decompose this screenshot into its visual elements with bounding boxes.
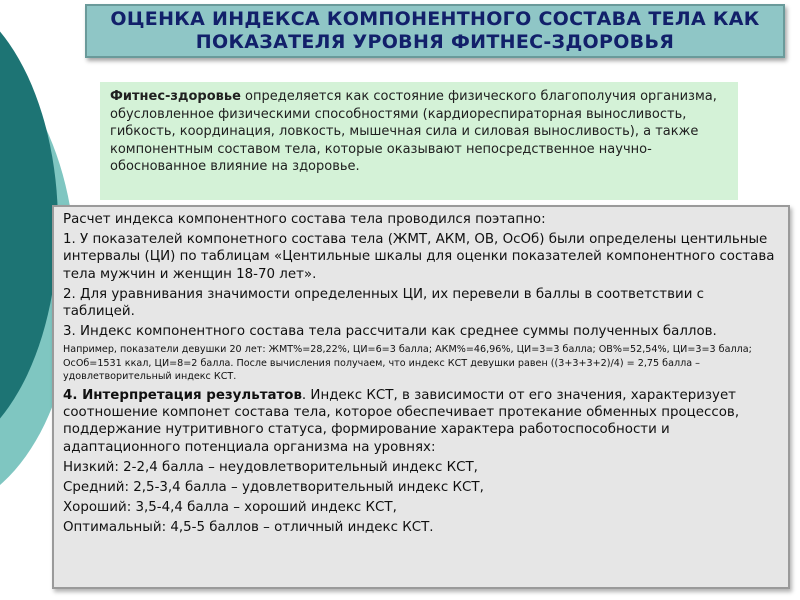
intro-text: Расчет индекса компонентного состава тела проводился поэтапно: bbox=[63, 212, 546, 227]
level-good: Хороший: 3,5-4,4 балла – хороший индекс КСТ, bbox=[63, 500, 397, 516]
step-3: 3. Индекс компонентного состава тела рассчитали как среднее суммы полученных баллов. bbox=[63, 324, 717, 340]
level-medium: Средний: 2,5-3,4 балла – удовлетворительный индекс КСТ, bbox=[63, 479, 484, 495]
definition-box bbox=[100, 82, 738, 200]
method-box bbox=[52, 205, 790, 589]
step-4 bbox=[63, 387, 778, 456]
level-optimal: Оптимальный: 4,5-5 баллов – отличный индекс КСТ. bbox=[63, 520, 434, 536]
definition-term: Фитнес-здоровье bbox=[110, 89, 241, 104]
title-line-1: ОЦЕНКА ИНДЕКСА КОМПОНЕНТНОГО СОСТАВА ТЕЛА КАК bbox=[110, 8, 760, 30]
step-4-title: 4. Интерпретация результатов bbox=[63, 387, 302, 403]
step-2: 2. Для уравнивания значимости определенных ЦИ, их перевели в баллы в соответствии с таблицей. bbox=[63, 286, 705, 320]
step-1: 1. У показателей компонетного состава тела (ЖМТ, АКМ, ОВ, ОсОб) были определены центильные интервалы (ЦИ) по таблицам «Центильные шкалы для оценки показателей компонентного состава тела мужчин и женщин 18-70 лет». bbox=[63, 232, 775, 282]
title-line-2: ПОКАЗАТЕЛЯ УРОВНЯ ФИТНЕС-ЗДОРОВЬЯ bbox=[195, 31, 675, 53]
title-banner bbox=[85, 4, 785, 58]
level-low: Низкий: 2-2,4 балла – неудовлетворительный индекс КСТ, bbox=[63, 459, 478, 475]
definition-text: определяется как состояние физического благополучия организма, обусловленное физическими способностями (кардиореспираторная выносливость, гибкость, координация, ловкость, мышечная сила и силовая выносливость), а также компонентным составом тела, которые оказывают непосредственное научно-обоснованное влияние на здоровье. bbox=[110, 89, 717, 174]
step-4-text: . Индекс КСТ, в зависимости от его значения, характеризует соотношение компонет состава тела, которое обеспечивает протекание обменных процессов, поддержание нутритивного статуса, формирование характера работоспособности и адаптационного потенциала организма на уровнях: bbox=[63, 387, 740, 455]
example-text: Например, показатели девушки 20 лет: ЖМТ%=28,22%, ЦИ=6=3 балла; АКМ%=46,96%, ЦИ=3=3 балла; ОВ%=52,54%, ЦИ=3=3 балла; ОсОб=1531 ккал, ЦИ=8=2 балла. После вычисления получаем, что индекс КСТ девушки равен ((3+3+3+2)/4) = 2,75 балла – удовлетворительный индекс КСТ. bbox=[63, 344, 752, 383]
page-title bbox=[110, 8, 759, 54]
